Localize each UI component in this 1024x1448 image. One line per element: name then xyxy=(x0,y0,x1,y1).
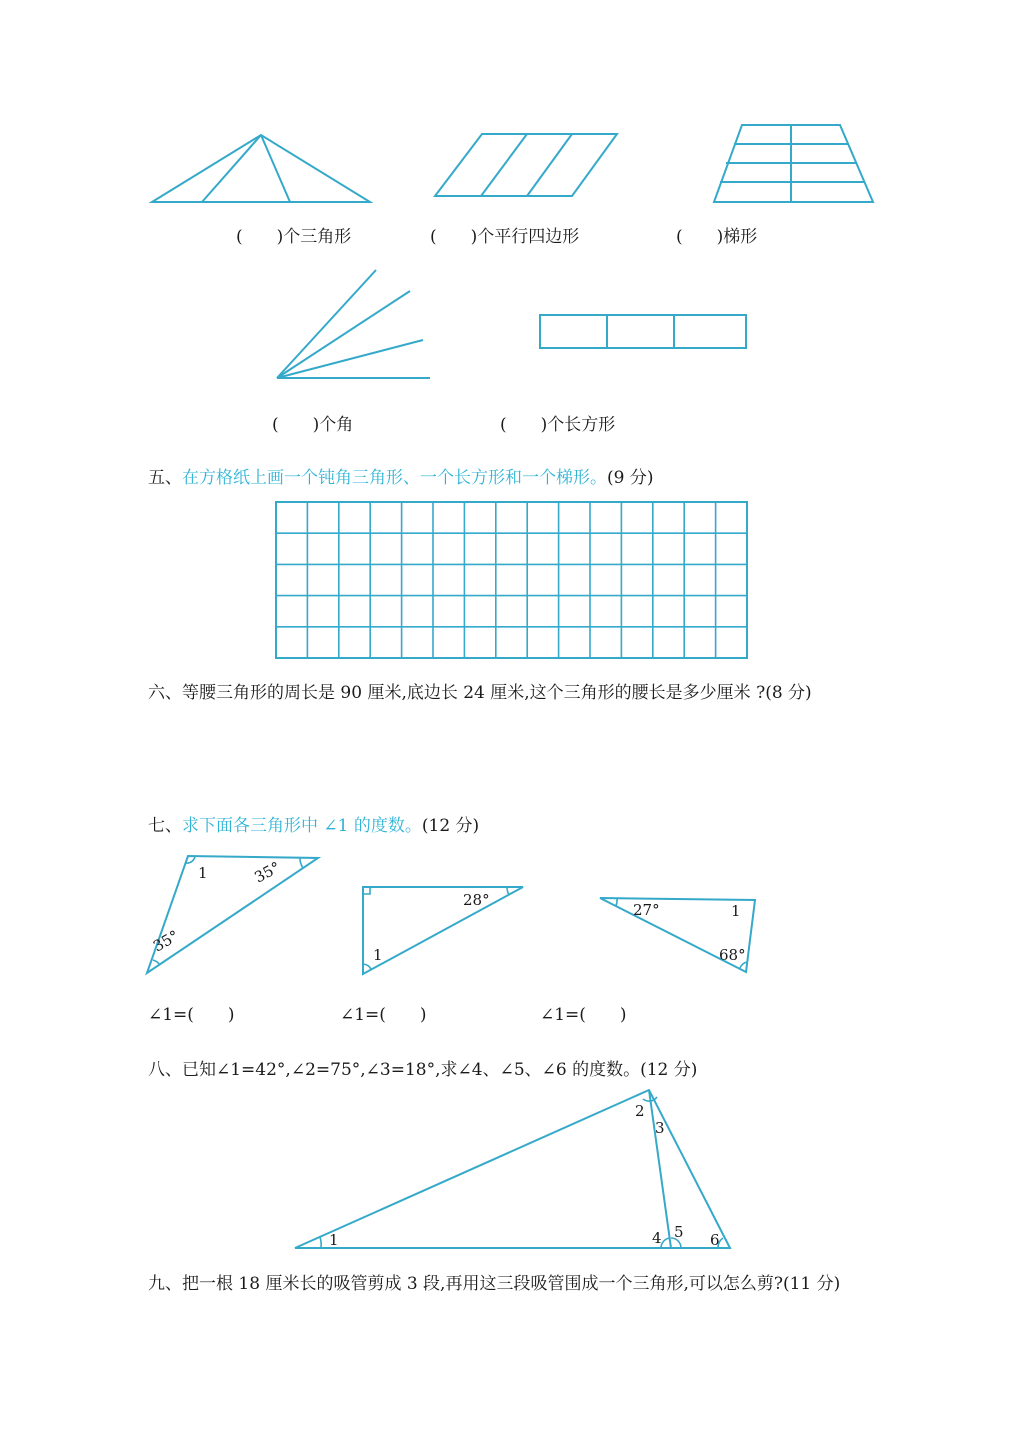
section-5-score: (9 分) xyxy=(607,468,654,488)
triangle-3-angle-b: 68° xyxy=(719,946,746,964)
triangle-2-unknown-angle: 1 xyxy=(373,946,383,964)
figure-divided-rectangle xyxy=(535,310,750,355)
section-7-prefix: 七、 xyxy=(148,816,182,836)
section-6-question: 六、等腰三角形的周长是 90 厘米,底边长 24 厘米,这个三角形的腰长是多少厘米 ?(8 分) xyxy=(148,683,812,703)
section-8-triangle-figure xyxy=(285,1085,740,1255)
triangle-1-angle-b: 35° xyxy=(150,926,183,956)
section-8-angle-label-1: 1 xyxy=(329,1231,339,1249)
triangle-count-label: ( )个三角形 xyxy=(236,227,352,247)
grid-paper[interactable] xyxy=(272,498,752,663)
section-8-angle-label-5: 5 xyxy=(674,1223,684,1241)
section-9-question: 九、把一根 18 厘米长的吸管剪成 3 段,再用这三段吸管围成一个三角形,可以怎么剪?(11 分) xyxy=(148,1274,841,1294)
triangle-2-angle-a: 28° xyxy=(463,891,490,909)
rectangle-count-label: ( )个长方形 xyxy=(500,415,616,435)
triangle-figure-3 xyxy=(593,890,763,980)
angle-count-label: ( )个角 xyxy=(272,415,354,435)
section-8-angle-label-2: 2 xyxy=(635,1102,645,1120)
section-7-question xyxy=(148,811,479,836)
triangle-2-answer[interactable]: ∠1=( ) xyxy=(340,1005,427,1025)
triangle-3-answer[interactable]: ∠1=( ) xyxy=(540,1005,627,1025)
section-8-angle-label-3: 3 xyxy=(655,1119,665,1137)
triangle-3-angle-a: 27° xyxy=(633,901,660,919)
parallelogram-count-label: ( )个平行四边形 xyxy=(430,227,580,247)
section-8-question: 八、已知∠1=42°,∠2=75°,∠3=18°,求∠4、∠5、∠6 的度数。(12 分) xyxy=(148,1060,698,1080)
section-8-angle-label-4: 4 xyxy=(652,1229,662,1247)
section-7-score: (12 分) xyxy=(421,816,480,836)
triangle-1-angle-a: 35° xyxy=(251,858,284,887)
figure-rays-angles xyxy=(270,265,440,385)
triangle-3-unknown-angle: 1 xyxy=(731,902,741,920)
figure-divided-triangle xyxy=(145,128,380,208)
section-5-question xyxy=(148,463,653,488)
triangle-figure-1 xyxy=(140,850,325,980)
triangle-1-unknown-angle: 1 xyxy=(198,864,208,882)
section-5-instruction: 在方格纸上画一个钝角三角形、一个长方形和一个梯形。 xyxy=(182,468,607,488)
triangle-figure-2 xyxy=(355,880,530,980)
section-5-prefix: 五、 xyxy=(148,468,182,488)
grid-border xyxy=(276,502,747,658)
section-7-instruction: 求下面各三角形中 ∠1 的度数。 xyxy=(182,816,422,836)
triangle-1-answer[interactable]: ∠1=( ) xyxy=(148,1005,235,1025)
figure-divided-parallelogram xyxy=(430,128,625,203)
trapezoid-count-label: ( )梯形 xyxy=(676,227,758,247)
section-8-angle-label-6: 6 xyxy=(710,1231,720,1249)
figure-divided-trapezoid xyxy=(708,120,880,210)
